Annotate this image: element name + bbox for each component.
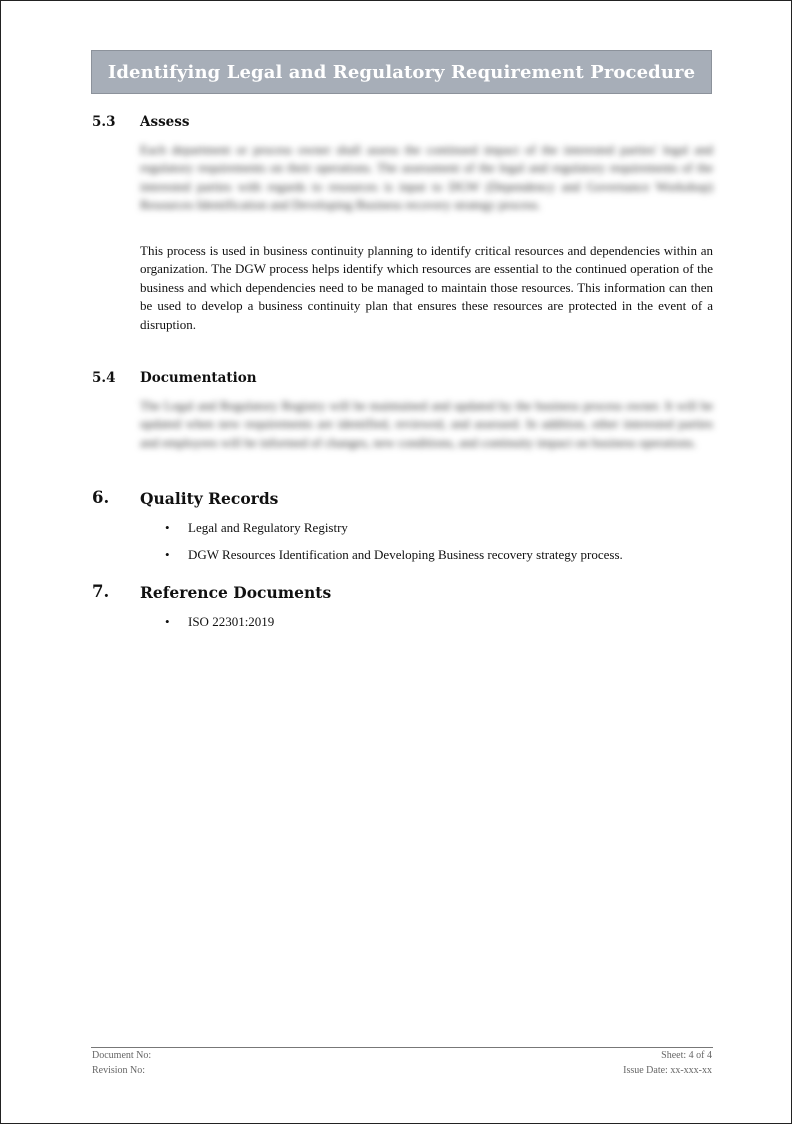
title-banner	[91, 50, 712, 94]
list-item-text: DGW Resources Identification and Developing Business recovery strategy process.	[188, 547, 623, 562]
section-5-3-number: 5.3	[92, 114, 116, 130]
sheet-number: Sheet: 4 of 4	[661, 1050, 712, 1061]
list-item	[140, 519, 623, 546]
document-number-label: Document No:	[92, 1050, 152, 1061]
section-7-number: 7.	[92, 582, 110, 601]
section-5-3-heading: Assess	[140, 114, 190, 130]
quality-records-list	[140, 519, 623, 573]
revision-number-label: Revision No:	[92, 1065, 146, 1076]
list-item	[140, 613, 274, 640]
section-5-3-blurred-paragraph: Each department or process owner shall assess the continued impact of the interested parties' legal and regulatory requirements on their operations. The assessment of the legal and regulatory requirements of the interested parties with regards to resources is input to DGW (Dependency and Governance Workshop) Resources Identification and Developing Business recovery strategy process.	[140, 142, 713, 213]
list-item-text: ISO 22301:2019	[188, 614, 275, 629]
section-5-3-paragraph: This process is used in business continuity planning to identify critical resources and dependencies within an organization. The DGW process helps identify which resources are essential to the continued operation of the business and which dependencies need to be managed to maintain those resources. This information can then be used to develop a business continuity plan that ensures these resources are protected in the event of a disruption.	[140, 243, 713, 332]
section-7-heading: Reference Documents	[140, 583, 332, 602]
footer-divider	[91, 1047, 713, 1048]
section-5-4-blurred-paragraph: The Legal and Regulatory Registry will be maintained and updated by the business process owner. It will be updated when new requirements are identified, reviewed, and assessed. In addition, other interested parties and employees will be informed of changes, new conditions, and continuity impact on business operations.	[140, 398, 713, 450]
section-6-heading: Quality Records	[140, 489, 279, 508]
section-5-4-number: 5.4	[92, 370, 116, 386]
section-5-4-heading: Documentation	[140, 370, 257, 386]
bullet-icon: •	[165, 520, 170, 535]
footer-left	[92, 1048, 151, 1078]
list-item-text: Legal and Regulatory Registry	[188, 520, 348, 535]
bullet-icon: •	[165, 614, 170, 629]
section-6-number: 6.	[92, 488, 110, 507]
reference-documents-list	[140, 613, 274, 640]
footer-right	[623, 1048, 712, 1078]
bullet-icon: •	[165, 547, 170, 562]
document-title: Identifying Legal and Regulatory Requirement Procedure	[107, 61, 696, 83]
issue-date: Issue Date: xx-xxx-xx	[623, 1065, 712, 1076]
list-item	[140, 546, 623, 573]
